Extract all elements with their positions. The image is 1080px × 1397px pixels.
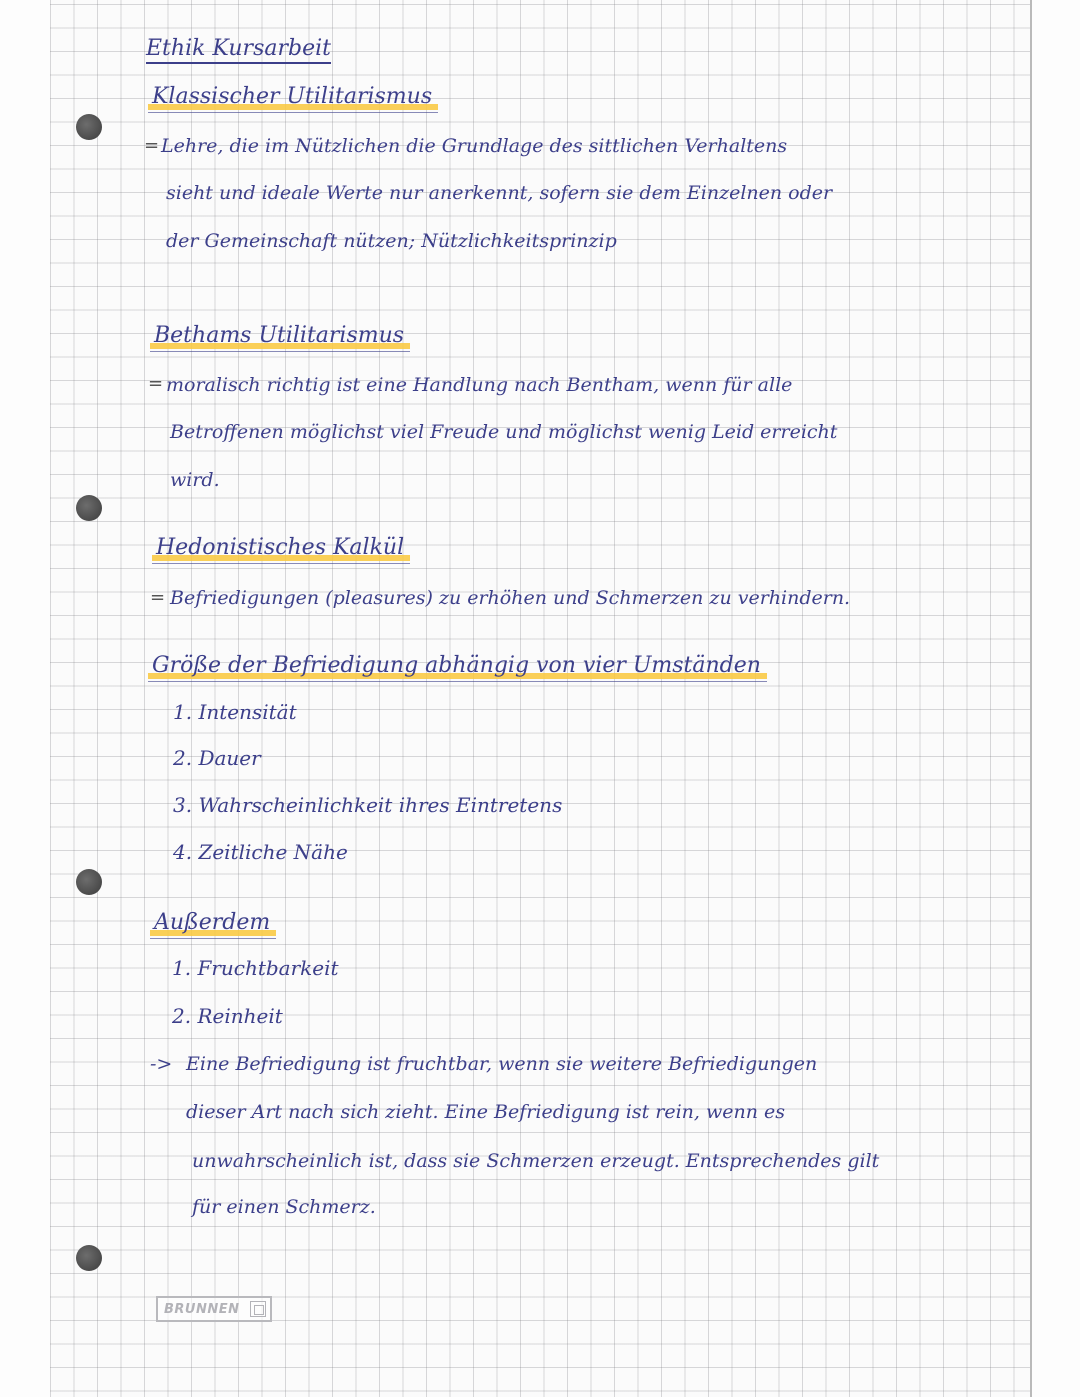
section-heading-groesse: Größe der Befriedigung abhängig von vier Umständen: [148, 655, 767, 677]
ausserdem-line-3: unwahrscheinlich ist, dass sie Schmerzen erzeugt. Entsprechendes gilt: [192, 1150, 880, 1172]
bentham-line-1: moralisch richtig ist eine Handlung nach Bentham, wenn für alle: [166, 374, 793, 396]
section-heading-hedonistisch: Hedonistisches Kalkül: [152, 537, 410, 559]
section-heading-bentham: Bethams Utilitarismus: [150, 325, 410, 347]
brand-logo-icon: [250, 1301, 266, 1317]
list-item: 4. Zeitliche Nähe: [173, 840, 348, 864]
brand-logo: BRUNNEN: [156, 1296, 272, 1322]
section-heading-klassisch: Klassischer Utilitarismus: [148, 86, 438, 108]
bentham-line-3: wird.: [170, 469, 220, 491]
grid-paper-sheet: [50, 0, 1030, 1397]
ausserdem-line-1: Eine Befriedigung ist fruchtbar, wenn sie weitere Befriedigungen: [186, 1053, 818, 1075]
list-item: 3. Wahrscheinlichkeit ihres Eintretens: [173, 793, 563, 817]
definition-equals-mark: =: [148, 373, 164, 394]
punch-hole: [76, 869, 102, 895]
ausserdem-line-4: für einen Schmerz.: [192, 1196, 376, 1218]
punch-hole: [76, 495, 102, 521]
klassisch-line-1: Lehre, die im Nützlichen die Grundlage des sittlichen Verhaltens: [161, 135, 788, 157]
document-title: Ethik Kursarbeit: [146, 38, 331, 60]
punch-hole: [76, 1245, 102, 1271]
definition-equals-mark: =: [150, 587, 166, 608]
section-heading-ausserdem: Außerdem: [150, 912, 276, 934]
hedonistisch-line: Befriedigungen (pleasures) zu erhöhen und Schmerzen zu verhindern.: [170, 587, 851, 609]
definition-equals-mark: =: [144, 135, 160, 156]
punch-hole: [76, 114, 102, 140]
klassisch-line-3: der Gemeinschaft nützen; Nützlichkeitsprinzip: [166, 230, 617, 252]
klassisch-line-2: sieht und ideale Werte nur anerkennt, sofern sie dem Einzelnen oder: [166, 182, 833, 204]
ausserdem-line-2: dieser Art nach sich zieht. Eine Befriedigung ist rein, wenn es: [186, 1101, 786, 1123]
bentham-line-2: Betroffenen möglichst viel Freude und möglichst wenig Leid erreicht: [170, 421, 838, 443]
list-item: 1. Intensität: [173, 700, 297, 724]
arrow-icon: ->: [150, 1053, 173, 1075]
list-item: 1. Fruchtbarkeit: [172, 956, 339, 980]
list-item: 2. Dauer: [173, 746, 261, 770]
list-item: 2. Reinheit: [172, 1004, 283, 1028]
